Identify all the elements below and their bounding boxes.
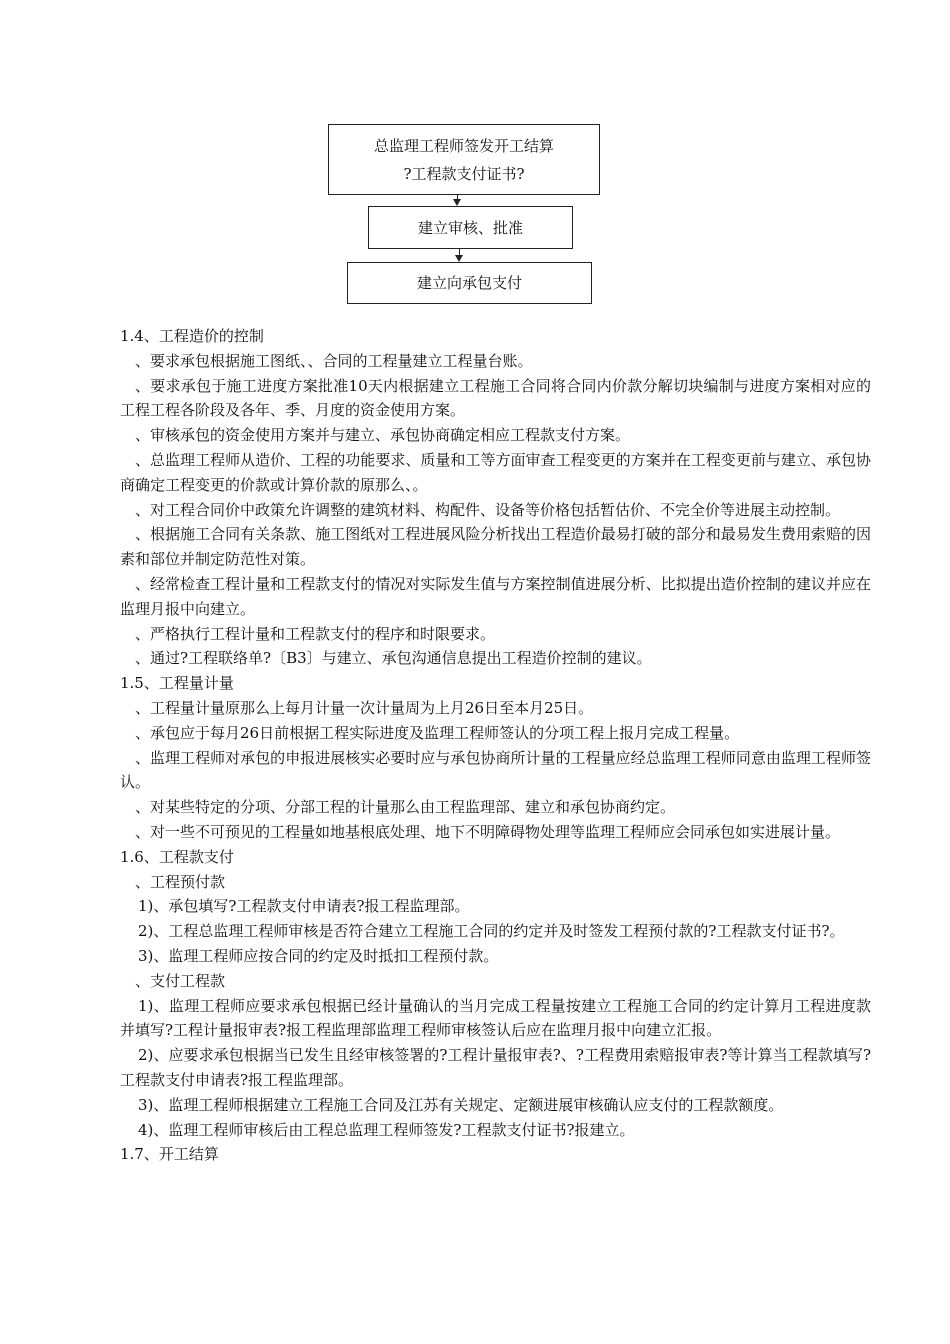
arrow-down-icon xyxy=(455,255,463,262)
paragraph: 、支付工程款 xyxy=(135,971,226,990)
paragraph: 、对工程合同价中政策允许调整的建筑材料、构配件、设备等价格包括暂估价、不完全价等进展主动控制。 xyxy=(135,500,841,519)
numbered-item: 3)、监理工程师应按合同的约定及时抵扣工程预付款。 xyxy=(138,946,499,965)
paragraph: 、承包应于每月26日前根据工程实际进度及监理工程师签认的分项工程上报月完成工程量。 xyxy=(135,723,740,742)
section-heading: 1.7、开工结算 xyxy=(120,1145,219,1164)
paragraph: 、经常检查工程计量和工程款支付的情况对实际发生值与方案控制值进展分析、比拟提出造价控制的建议并应在监理月报中向建立。 xyxy=(120,574,871,618)
paragraph: 、工程预付款 xyxy=(135,872,226,891)
flowchart-box-certificate-line1: 总监理工程师签发开工结算 xyxy=(373,136,554,155)
flowchart-box-certificate-line2: ?工程款支付证书? xyxy=(403,164,525,183)
numbered-item: 4)、监理工程师审核后由工程总监理工程师签发?工程款支付证书?报建立。 xyxy=(138,1120,635,1139)
paragraph: 、严格执行工程计量和工程款支付的程序和时限要求。 xyxy=(135,624,496,643)
paragraph: 、总监理工程师从造价、工程的功能要求、质量和工等方面审查工程变更的方案并在工程变更前与建立、承包协商确定工程变更的价款或计算价款的原那么、。 xyxy=(120,450,871,494)
flowchart-box-review-label: 建立审核、批准 xyxy=(417,218,523,237)
section-heading: 1.4、工程造价的控制 xyxy=(120,327,264,345)
document-body xyxy=(120,324,871,1167)
paragraph: 、审核承包的资金使用方案并与建立、承包协商确定相应工程款支付方案。 xyxy=(135,426,631,445)
numbered-item: 1)、监理工程师应要求承包根据已经计量确认的当月完成工程量按建立工程施工合同的约定计算月工程进度款并填写?工程计量报审表?报工程监理部监理工程师审核签认后应在监理月报中向建立汇报。 xyxy=(120,996,871,1040)
flowchart-box-review xyxy=(368,206,573,249)
numbered-item: 2)、应要求承包根据当已发生且经审核签署的?工程计量报审表?、?工程费用索赔报审表?等计算当工程款填写?工程款支付申请表?报工程监理部。 xyxy=(120,1046,871,1089)
flowchart-box-payment-label: 建立向承包支付 xyxy=(416,274,522,292)
paragraph: 、通过?工程联络单?〔B3〕与建立、承包沟通信息提出工程造价控制的建议。 xyxy=(135,649,652,668)
section-heading: 1.6、工程款支付 xyxy=(120,847,234,866)
flowchart-box-payment xyxy=(347,262,592,304)
numbered-item: 2)、工程总监理工程师审核是否符合建立工程施工合同的约定并及时签发工程预付款的?工程款支付证书?。 xyxy=(138,922,845,941)
paragraph: 、对一些不可预见的工程量如地基根底处理、地下不明障碍物处理等监理工程师应会同承包如实进展计量。 xyxy=(135,822,841,841)
paragraph: 、工程量计量原那么上每月计量一次计量周为上月26日至本月25日。 xyxy=(135,698,594,717)
flowchart-box-certificate xyxy=(328,124,600,195)
numbered-item: 1)、承包填写?工程款支付申请表?报工程监理部。 xyxy=(138,897,470,916)
paragraph: 、监理工程师对承包的申报进展核实必要时应与承包协商所计量的工程量应经总监理工程师同意由监理工程师签认。 xyxy=(120,748,871,792)
section-heading: 1.5、工程量计量 xyxy=(120,674,234,693)
numbered-item: 3)、监理工程师根据建立工程施工合同及江苏有关规定、定额进展审核确认应支付的工程款额度。 xyxy=(138,1095,784,1114)
arrow-down-icon xyxy=(453,199,461,206)
paragraph: 、根据施工合同有关条款、施工图纸对工程进展风险分析找出工程造价最易打破的部分和最易发生费用索赔的因素和部位并制定防范性对策。 xyxy=(120,525,871,569)
paragraph: 、对某些特定的分项、分部工程的计量那么由工程监理部、建立和承包协商约定。 xyxy=(135,798,676,817)
paragraph: 、要求承包根据施工图纸、、合同的工程量建立工程量台账。 xyxy=(135,351,533,370)
paragraph: 、要求承包于施工进度方案批准10天内根据建立工程施工合同将合同内价款分解切块编制与进度方案相对应的工程工程各阶段及各年、季、月度的资金使用方案。 xyxy=(120,376,871,420)
